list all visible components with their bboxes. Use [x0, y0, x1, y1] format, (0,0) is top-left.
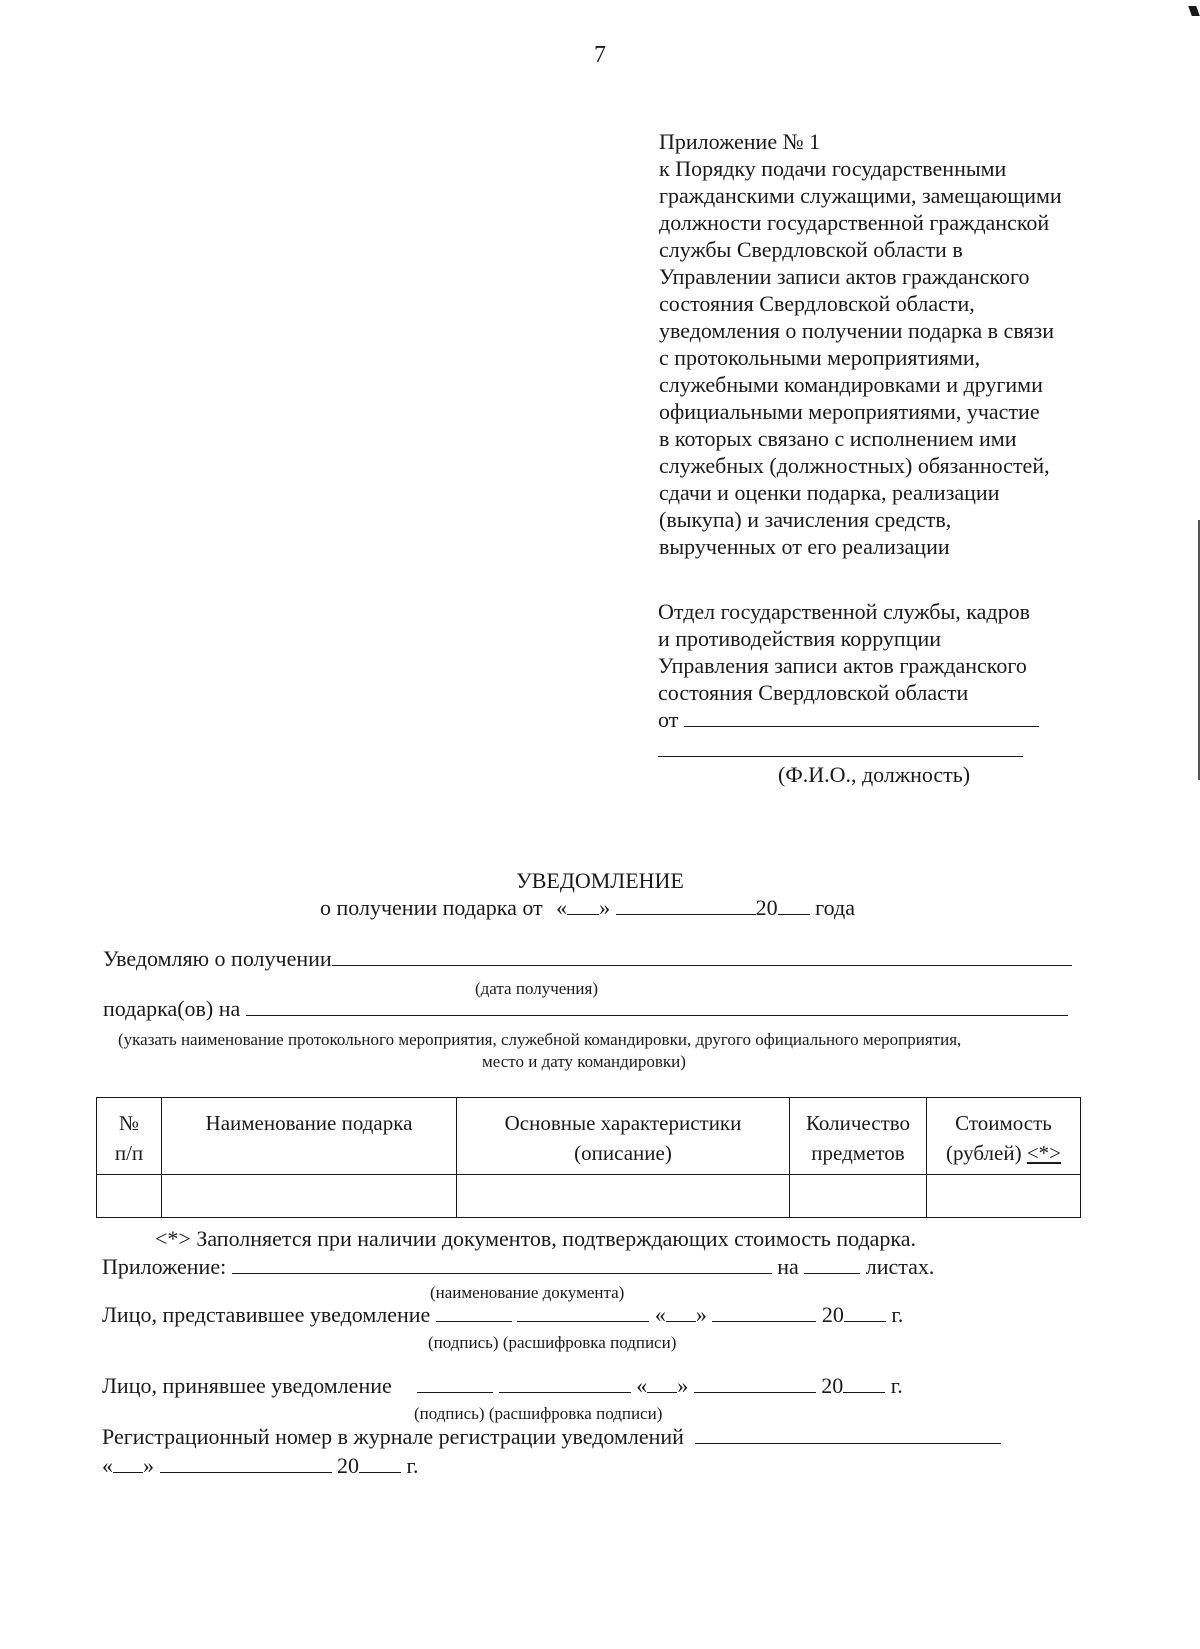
footnote: <*> Заполняется при наличии документов, подтверждающих стоимость подарка. [155, 1226, 917, 1251]
year-suffix: г. [406, 1453, 419, 1478]
cell-quantity[interactable] [790, 1175, 927, 1218]
gift-event-row [103, 996, 1068, 1022]
event-blank[interactable] [246, 1014, 1068, 1016]
submitter-name-blank[interactable] [517, 1320, 649, 1322]
open-quote: « [556, 895, 568, 920]
addressee-line: Управления записи актов гражданского [658, 653, 1027, 678]
subtitle-prefix: о получении подарка от [320, 895, 543, 920]
receiver-year-blank[interactable] [843, 1391, 885, 1393]
appendix-line: состояния Свердловской области, [659, 291, 975, 316]
header-cost-line [931, 1138, 1076, 1168]
appendix-line: уведомления о получении подарка в связи [659, 318, 1055, 343]
cell-num[interactable] [97, 1175, 162, 1218]
page-number: 7 [594, 42, 606, 68]
header-num-line: п/п [114, 1141, 144, 1165]
registration-row [102, 1424, 1001, 1450]
year-prefix: 20 [755, 895, 778, 920]
appendix-line: вырученных от его реализации [659, 534, 950, 559]
addressee-block [658, 598, 1039, 733]
from-row [658, 706, 1039, 733]
registration-label: Регистрационный номер в журнале регистрации уведомлений [102, 1424, 684, 1449]
year-prefix: 20 [821, 1302, 844, 1327]
document-title: УВЕДОМЛЕНИЕ [516, 868, 684, 893]
addressee-line: и противодействия коррупции [658, 626, 942, 651]
open-quote: « [636, 1373, 648, 1398]
attachment-label: Приложение: [102, 1254, 227, 1279]
year-suffix: г. [891, 1302, 904, 1327]
header-quantity [790, 1098, 927, 1175]
close-quote: » [677, 1373, 689, 1398]
table-header-row [97, 1098, 1081, 1175]
sheets-count-blank[interactable] [804, 1272, 860, 1274]
fio-caption: (Ф.И.О., должность) [778, 762, 971, 787]
appendix-line: Управлении записи актов гражданского [659, 264, 1030, 289]
receipt-date-blank[interactable] [332, 964, 1072, 966]
receiver-name-blank[interactable] [499, 1391, 631, 1393]
fio-blank[interactable] [658, 756, 1023, 757]
appendix-line: служебных (должностных) обязанностей, [659, 453, 1050, 478]
appendix-line: сдачи и оценки подарка, реализации [659, 480, 1000, 505]
close-quote: » [695, 1302, 707, 1327]
header-num-line: № [118, 1111, 140, 1135]
receiver-label: Лицо, принявшее уведомление [102, 1373, 392, 1398]
header-qty-line: предметов [811, 1141, 905, 1165]
year-prefix: 20 [821, 1373, 844, 1398]
year-prefix: 20 [337, 1453, 359, 1478]
appendix-line: Приложение № 1 [659, 129, 821, 154]
gift-label: подарка(ов) на [103, 996, 241, 1021]
receiver-signature-blank[interactable] [417, 1391, 493, 1393]
appendix-line: служебными командировками и другими [659, 372, 1043, 397]
event-caption-2: место и дату командировки) [482, 1052, 686, 1071]
scan-mark [1188, 6, 1200, 16]
open-quote: « [102, 1453, 113, 1478]
cell-name[interactable] [162, 1175, 457, 1218]
header-desc-line: Основные характеристики [504, 1111, 742, 1135]
header-desc-line: (описание) [574, 1141, 672, 1165]
receiver-month-blank[interactable] [694, 1391, 816, 1393]
header-description [457, 1098, 790, 1175]
appendix-line: официальными мероприятиями, участие [659, 399, 1040, 424]
notify-row [103, 946, 1072, 972]
open-quote: « [654, 1302, 666, 1327]
registration-year-blank[interactable] [359, 1471, 401, 1473]
date-caption: (дата получения) [475, 979, 598, 998]
table-row [97, 1175, 1081, 1218]
close-quote: » [143, 1453, 154, 1478]
year-blank[interactable] [778, 913, 810, 915]
appendix-line: в которых связано с исполнением ими [659, 426, 1017, 451]
appendix-line: должности государственной гражданской [659, 210, 1050, 235]
event-caption-1: (указать наименование протокольного мероприятия, служебной командировки, другого официального мероприятия, [118, 1030, 962, 1049]
header-cost-line: Стоимость [955, 1111, 1052, 1135]
cell-description[interactable] [457, 1175, 790, 1218]
year-suffix: года [815, 895, 855, 920]
receiver-row [102, 1373, 903, 1399]
submitter-day-blank[interactable] [666, 1320, 696, 1322]
close-quote: » [599, 895, 611, 920]
notify-label: Уведомляю о получении [103, 946, 332, 971]
attachment-on: на [777, 1254, 799, 1279]
registration-day-blank[interactable] [113, 1471, 143, 1473]
attachment-sheets: листах. [865, 1254, 935, 1279]
from-blank[interactable] [684, 725, 1039, 727]
submitter-label: Лицо, представившее уведомление [102, 1302, 431, 1327]
header-cost-unit: (рублей) [945, 1141, 1022, 1165]
header-name [162, 1098, 457, 1175]
appendix-line: с протокольными мероприятиями, [659, 345, 981, 370]
appendix-header [659, 128, 1062, 560]
registration-number-blank[interactable] [695, 1442, 1001, 1444]
submitter-row [102, 1302, 903, 1328]
receiver-day-blank[interactable] [647, 1391, 677, 1393]
attachment-caption: (наименование документа) [430, 1283, 625, 1302]
attachment-row [102, 1254, 934, 1280]
day-blank[interactable] [567, 913, 599, 915]
header-name-line: Наименование подарка [205, 1111, 413, 1135]
header-qty-line: Количество [805, 1111, 911, 1135]
from-label: от [658, 707, 679, 732]
gift-table [96, 1097, 1081, 1218]
appendix-line: службы Свердловской области в [659, 237, 963, 262]
submitter-month-blank[interactable] [712, 1320, 816, 1322]
addressee-line: состояния Свердловской области [658, 680, 969, 705]
header-num [97, 1098, 162, 1175]
header-cost [927, 1098, 1081, 1175]
appendix-line: к Порядку подачи государственными [659, 156, 1007, 181]
addressee-line: Отдел государственной службы, кадров [658, 599, 1030, 624]
receiver-caption: (подпись) (расшифровка подписи) [414, 1404, 663, 1423]
submitter-year-blank[interactable] [844, 1320, 886, 1322]
submitter-caption: (подпись) (расшифровка подписи) [428, 1333, 677, 1352]
registration-month-blank[interactable] [160, 1471, 332, 1473]
appendix-line: гражданскими служащими, замещающими [659, 183, 1062, 208]
footnote-ref-link[interactable]: <*> [1026, 1141, 1062, 1165]
registration-date-row [102, 1453, 419, 1479]
year-suffix: г. [890, 1373, 903, 1398]
document-subtitle [320, 895, 855, 921]
month-blank[interactable] [616, 913, 756, 915]
cell-cost[interactable] [927, 1175, 1081, 1218]
appendix-line: (выкупа) и зачисления средств, [659, 507, 952, 532]
submitter-signature-blank[interactable] [436, 1320, 512, 1322]
attachment-doc-blank[interactable] [232, 1272, 772, 1274]
